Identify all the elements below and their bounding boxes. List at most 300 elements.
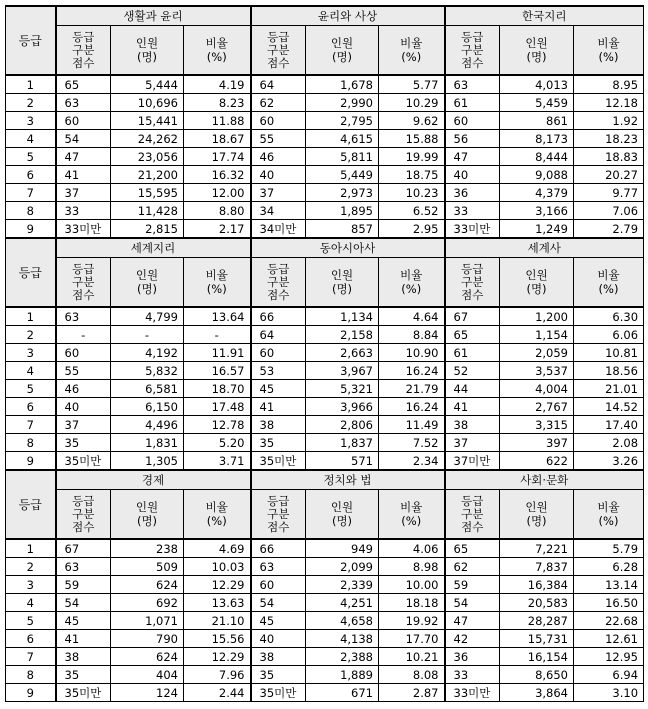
score-cell: 47: [445, 612, 500, 630]
table-row: [6, 612, 644, 630]
ratio-cell: 17.74: [184, 148, 251, 166]
table-row: [6, 398, 644, 416]
ratio-header-line: 비율: [205, 268, 228, 282]
ratio-cell: 2.95: [379, 220, 445, 239]
count-cell: 509: [111, 558, 184, 576]
score-header-line: 등급: [461, 29, 484, 44]
ratio-cell: 12.00: [184, 184, 251, 202]
count-cell: 1,200: [500, 307, 574, 326]
subject-header: 동아시아사: [251, 238, 445, 258]
count-cell: 4,138: [306, 630, 379, 648]
score-cell: 34미만: [251, 220, 306, 239]
subject-header-row: [6, 238, 644, 258]
ratio-cell: 19.92: [379, 612, 445, 630]
score-cell: 62: [445, 558, 500, 576]
grade-cell: 3: [6, 344, 56, 362]
score-cell: 35: [56, 434, 111, 452]
count-header: [111, 258, 184, 308]
count-cell: 1,831: [111, 434, 184, 452]
ratio-cell: 18.23: [574, 130, 644, 148]
ratio-cell: 2.34: [379, 452, 445, 471]
ratio-cell: 12.95: [574, 648, 644, 666]
ratio-header-line: 비율: [205, 36, 228, 50]
score-header-line: 구분: [72, 506, 95, 521]
ratio-cell: 6.94: [574, 666, 644, 684]
score-header-line: 점수: [461, 55, 484, 70]
count-cell: 16,154: [500, 648, 574, 666]
subject-header: 한국지리: [445, 6, 644, 26]
grade-cell: 2: [6, 94, 56, 112]
count-cell: 21,200: [111, 166, 184, 184]
count-cell: 624: [111, 648, 184, 666]
grade-cell: 2: [6, 558, 56, 576]
score-cell: 35미만: [251, 452, 306, 471]
score-cell: -: [56, 326, 111, 344]
score-cutoff-header: [445, 490, 500, 540]
score-cell: 66: [251, 307, 306, 326]
ratio-header: [379, 490, 445, 540]
score-cell: 65: [445, 539, 500, 558]
score-header-line: 등급: [461, 493, 484, 508]
count-cell: 1,134: [306, 307, 379, 326]
ratio-cell: 4.64: [379, 307, 445, 326]
ratio-header-line: (%): [401, 514, 422, 528]
score-cutoff-header: [251, 26, 306, 76]
score-cell: 41: [56, 630, 111, 648]
ratio-header-line: (%): [401, 50, 422, 64]
score-cell: 35미만: [56, 452, 111, 471]
ratio-cell: 7.52: [379, 434, 445, 452]
score-cutoff-header: [56, 258, 111, 308]
score-cell: 56: [445, 130, 500, 148]
ratio-cell: 18.67: [184, 130, 251, 148]
score-cell: 38: [56, 648, 111, 666]
ratio-cell: 18.56: [574, 362, 644, 380]
score-cell: 46: [251, 148, 306, 166]
ratio-cell: 8.80: [184, 202, 251, 220]
ratio-cell: 2.08: [574, 434, 644, 452]
count-cell: 1,154: [500, 326, 574, 344]
score-cell: 40: [251, 166, 306, 184]
table-row: [6, 558, 644, 576]
count-cell: 2,806: [306, 416, 379, 434]
score-cell: 34: [251, 202, 306, 220]
count-cell: 15,731: [500, 630, 574, 648]
table-row: [6, 380, 644, 398]
score-cutoff-header: [445, 258, 500, 308]
score-header-line: 구분: [461, 274, 484, 289]
ratio-header-line: 비율: [597, 268, 620, 282]
ratio-cell: 18.83: [574, 148, 644, 166]
ratio-header: [184, 490, 251, 540]
ratio-cell: 6.52: [379, 202, 445, 220]
score-header-line: 등급: [72, 29, 95, 44]
ratio-header: [574, 26, 644, 76]
ratio-cell: 10.23: [379, 184, 445, 202]
ratio-cell: 18.18: [379, 594, 445, 612]
count-cell: 3,166: [500, 202, 574, 220]
count-header-line: 인원: [525, 268, 548, 282]
count-cell: 4,379: [500, 184, 574, 202]
count-cell: 692: [111, 594, 184, 612]
table-row: [6, 307, 644, 326]
count-cell: 1,889: [306, 666, 379, 684]
score-cell: 54: [445, 594, 500, 612]
count-cell: 20,583: [500, 594, 574, 612]
count-cell: 861: [500, 112, 574, 130]
ratio-cell: 4.06: [379, 539, 445, 558]
score-cutoff-header: [445, 26, 500, 76]
score-header-line: 등급: [267, 493, 290, 508]
score-header-line: 등급: [72, 261, 95, 276]
table-body: [6, 6, 644, 702]
table-row: [6, 576, 644, 594]
ratio-cell: 12.29: [184, 648, 251, 666]
ratio-cell: 2.17: [184, 220, 251, 239]
count-cell: 790: [111, 630, 184, 648]
count-cell: 3,315: [500, 416, 574, 434]
score-cell: 33미만: [56, 220, 111, 239]
table-row: [6, 434, 644, 452]
score-cell: 60: [251, 344, 306, 362]
score-cell: 60: [56, 112, 111, 130]
count-cell: 6,581: [111, 380, 184, 398]
subject-header-row: [6, 470, 644, 490]
ratio-cell: 16.57: [184, 362, 251, 380]
score-cell: 47: [445, 148, 500, 166]
count-cell: 4,004: [500, 380, 574, 398]
count-cell: 2,795: [306, 112, 379, 130]
count-cell: 7,221: [500, 539, 574, 558]
score-cell: 40: [445, 166, 500, 184]
score-header-line: 구분: [72, 274, 95, 289]
ratio-cell: -: [184, 326, 251, 344]
ratio-header-line: (%): [598, 282, 619, 296]
ratio-header-line: (%): [598, 50, 619, 64]
ratio-cell: 18.75: [379, 166, 445, 184]
score-cell: 37: [251, 184, 306, 202]
grade-cell: 8: [6, 202, 56, 220]
count-header-line: 인원: [135, 268, 159, 282]
count-cell: 2,158: [306, 326, 379, 344]
ratio-cell: 8.08: [379, 666, 445, 684]
score-header-line: 점수: [461, 287, 484, 302]
score-cell: 45: [251, 380, 306, 398]
count-cell: 2,388: [306, 648, 379, 666]
ratio-header: [184, 258, 251, 308]
subject-header: 경제: [56, 470, 251, 490]
count-header-line: (명): [526, 50, 547, 64]
count-cell: 2,059: [500, 344, 574, 362]
count-header-line: 인원: [135, 36, 159, 50]
score-cell: 65: [445, 326, 500, 344]
count-cell: 23,056: [111, 148, 184, 166]
score-header-line: 점수: [267, 55, 290, 70]
count-cell: 2,990: [306, 94, 379, 112]
count-cell: 15,595: [111, 184, 184, 202]
ratio-header-line: 비율: [400, 268, 423, 282]
table-row: [6, 148, 644, 166]
ratio-cell: 7.06: [574, 202, 644, 220]
grade-cell: 9: [6, 684, 56, 702]
ratio-cell: 12.29: [184, 576, 251, 594]
ratio-header-line: 비율: [400, 36, 423, 50]
ratio-header: [574, 490, 644, 540]
count-header-line: 인원: [330, 36, 354, 50]
count-header-line: (명): [331, 514, 353, 528]
column-header-row: [6, 26, 644, 76]
column-header-row: [6, 258, 644, 308]
table-row: [6, 112, 644, 130]
ratio-header-line: 비율: [597, 500, 620, 514]
ratio-cell: 17.70: [379, 630, 445, 648]
count-cell: 24,262: [111, 130, 184, 148]
score-cell: 33: [445, 666, 500, 684]
ratio-cell: 10.29: [379, 94, 445, 112]
grade-cell: 7: [6, 416, 56, 434]
ratio-cell: 8.98: [379, 558, 445, 576]
score-header-line: 구분: [267, 274, 290, 289]
score-cell: 61: [445, 94, 500, 112]
ratio-cell: 16.50: [574, 594, 644, 612]
count-cell: 4,192: [111, 344, 184, 362]
score-cell: 46: [56, 380, 111, 398]
table-row: [6, 684, 644, 702]
score-cell: 62: [251, 94, 306, 112]
count-cell: 2,099: [306, 558, 379, 576]
count-cell: 5,811: [306, 148, 379, 166]
count-cell: 2,339: [306, 576, 379, 594]
ratio-cell: 15.88: [379, 130, 445, 148]
ratio-cell: 5.79: [574, 539, 644, 558]
count-header-line: (명): [136, 50, 158, 64]
table-row: [6, 452, 644, 471]
score-header-line: 등급: [72, 493, 95, 508]
score-cell: 37미만: [445, 452, 500, 471]
count-cell: 1,071: [111, 612, 184, 630]
grade-cell: 1: [6, 307, 56, 326]
score-cell: 54: [56, 594, 111, 612]
ratio-cell: 6.30: [574, 307, 644, 326]
ratio-header-line: 비율: [597, 36, 620, 50]
ratio-cell: 19.99: [379, 148, 445, 166]
subject-header: 세계지리: [56, 238, 251, 258]
count-header-line: 인원: [525, 500, 548, 514]
score-cell: 65: [56, 75, 111, 94]
ratio-cell: 6.28: [574, 558, 644, 576]
score-cell: 45: [56, 612, 111, 630]
ratio-cell: 10.00: [379, 576, 445, 594]
count-cell: 3,966: [306, 398, 379, 416]
ratio-header-line: 비율: [205, 500, 228, 514]
table-row: [6, 362, 644, 380]
table-row: [6, 220, 644, 239]
score-cell: 55: [251, 130, 306, 148]
grade-cell: 4: [6, 362, 56, 380]
count-cell: 1,678: [306, 75, 379, 94]
grade-column-header: 등급: [6, 238, 56, 307]
count-cell: 4,013: [500, 75, 574, 94]
count-cell: 238: [111, 539, 184, 558]
subject-header: 생활과 윤리: [56, 6, 251, 26]
ratio-header: [379, 26, 445, 76]
score-cell: 61: [445, 344, 500, 362]
count-header-line: (명): [331, 50, 353, 64]
count-cell: 397: [500, 434, 574, 452]
table-row: [6, 166, 644, 184]
count-cell: 15,441: [111, 112, 184, 130]
ratio-header-line: (%): [206, 50, 227, 64]
score-cell: 60: [56, 344, 111, 362]
table-row: [6, 344, 644, 362]
grade-cell: 9: [6, 220, 56, 239]
score-cell: 37: [445, 434, 500, 452]
score-header-line: 등급: [267, 29, 290, 44]
count-cell: 857: [306, 220, 379, 239]
grade-cell: 7: [6, 184, 56, 202]
count-cell: 1,305: [111, 452, 184, 471]
score-cell: 64: [251, 75, 306, 94]
grade-cell: 5: [6, 148, 56, 166]
score-cell: 33미만: [445, 684, 500, 702]
score-cell: 45: [251, 612, 306, 630]
grade-cell: 7: [6, 648, 56, 666]
count-header-line: 인원: [330, 268, 354, 282]
grade-cell: 6: [6, 630, 56, 648]
score-cell: 54: [251, 594, 306, 612]
score-header-line: 점수: [267, 287, 290, 302]
count-cell: 10,696: [111, 94, 184, 112]
ratio-header-line: 비율: [400, 500, 423, 514]
score-cutoff-header: [251, 258, 306, 308]
ratio-cell: 21.01: [574, 380, 644, 398]
count-cell: 1,895: [306, 202, 379, 220]
score-cutoff-header: [56, 26, 111, 76]
count-cell: 7,837: [500, 558, 574, 576]
count-cell: 124: [111, 684, 184, 702]
ratio-cell: 3.26: [574, 452, 644, 471]
count-cell: 1,837: [306, 434, 379, 452]
score-cell: 44: [445, 380, 500, 398]
score-cell: 53: [251, 362, 306, 380]
ratio-cell: 12.18: [574, 94, 644, 112]
grade-column-header: 등급: [6, 470, 56, 539]
ratio-cell: 10.21: [379, 648, 445, 666]
count-cell: 2,973: [306, 184, 379, 202]
score-cell: 36: [445, 184, 500, 202]
grade-cell: 9: [6, 452, 56, 471]
count-header-line: (명): [136, 514, 158, 528]
grade-cell: 1: [6, 75, 56, 94]
score-cell: 38: [251, 648, 306, 666]
score-cell: 63: [56, 558, 111, 576]
score-cell: 33: [56, 202, 111, 220]
grade-cell: 6: [6, 398, 56, 416]
table-row: [6, 416, 644, 434]
ratio-cell: 20.27: [574, 166, 644, 184]
ratio-cell: 17.40: [574, 416, 644, 434]
ratio-cell: 15.56: [184, 630, 251, 648]
count-cell: 5,449: [306, 166, 379, 184]
ratio-cell: 3.71: [184, 452, 251, 471]
score-cell: 60: [445, 112, 500, 130]
ratio-header-line: (%): [206, 282, 227, 296]
score-header-line: 구분: [72, 42, 95, 57]
count-header-line: (명): [526, 514, 547, 528]
ratio-cell: 12.78: [184, 416, 251, 434]
count-cell: 16,384: [500, 576, 574, 594]
count-header-line: (명): [526, 282, 547, 296]
count-header-line: (명): [136, 282, 158, 296]
score-cell: 63: [251, 558, 306, 576]
count-cell: 2,815: [111, 220, 184, 239]
score-cell: 54: [56, 130, 111, 148]
count-cell: 5,321: [306, 380, 379, 398]
score-header-line: 점수: [267, 519, 290, 534]
ratio-cell: 16.24: [379, 398, 445, 416]
grade-cell: 6: [6, 166, 56, 184]
ratio-header-line: (%): [401, 282, 422, 296]
count-header-line: (명): [331, 282, 353, 296]
grade-cell: 4: [6, 594, 56, 612]
score-cell: 41: [56, 166, 111, 184]
ratio-cell: 16.24: [379, 362, 445, 380]
score-cell: 59: [56, 576, 111, 594]
ratio-header: [184, 26, 251, 76]
ratio-cell: 21.79: [379, 380, 445, 398]
ratio-cell: 14.52: [574, 398, 644, 416]
score-cell: 35미만: [56, 684, 111, 702]
ratio-cell: 2.44: [184, 684, 251, 702]
count-cell: 1,249: [500, 220, 574, 239]
count-cell: 3,864: [500, 684, 574, 702]
score-cell: 55: [56, 362, 111, 380]
score-cell: 66: [251, 539, 306, 558]
subject-header: 정치와 법: [251, 470, 445, 490]
count-header: [306, 26, 379, 76]
count-cell: 4,799: [111, 307, 184, 326]
count-cell: 3,967: [306, 362, 379, 380]
ratio-header-line: (%): [598, 514, 619, 528]
count-cell: -: [111, 326, 184, 344]
count-cell: 2,767: [500, 398, 574, 416]
ratio-cell: 12.61: [574, 630, 644, 648]
count-cell: 4,658: [306, 612, 379, 630]
grade-distribution-table: [5, 5, 644, 702]
ratio-cell: 10.90: [379, 344, 445, 362]
score-cell: 33미만: [445, 220, 500, 239]
ratio-cell: 13.14: [574, 576, 644, 594]
grade-cell: 3: [6, 576, 56, 594]
ratio-cell: 2.87: [379, 684, 445, 702]
count-cell: 6,150: [111, 398, 184, 416]
count-header-line: 인원: [525, 36, 548, 50]
table-row: [6, 594, 644, 612]
score-cell: 37: [56, 184, 111, 202]
score-cell: 33: [445, 202, 500, 220]
table-row: [6, 666, 644, 684]
score-cell: 52: [445, 362, 500, 380]
count-cell: 8,444: [500, 148, 574, 166]
count-header: [111, 26, 184, 76]
grade-cell: 1: [6, 539, 56, 558]
ratio-cell: 9.77: [574, 184, 644, 202]
count-cell: 671: [306, 684, 379, 702]
ratio-cell: 17.48: [184, 398, 251, 416]
score-cell: 63: [56, 94, 111, 112]
count-header: [306, 258, 379, 308]
count-cell: 571: [306, 452, 379, 471]
